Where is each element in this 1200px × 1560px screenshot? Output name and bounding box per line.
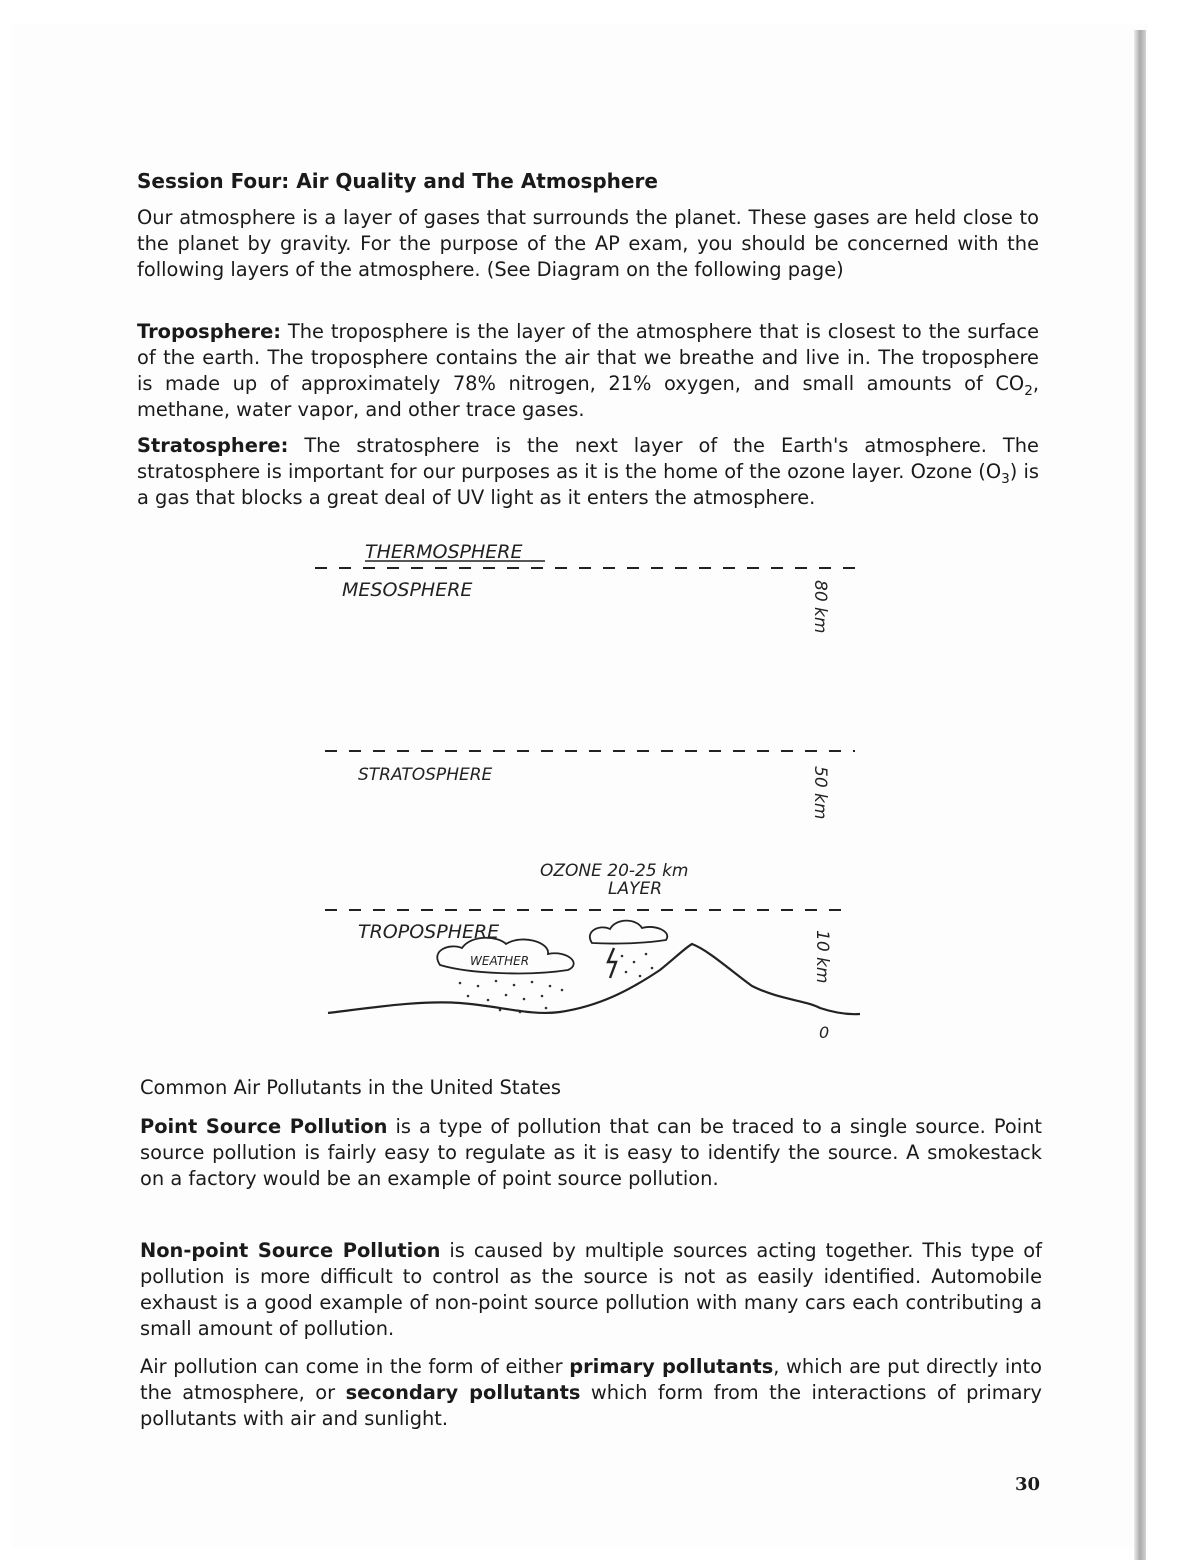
intro-paragraph: Our atmosphere is a layer of gases that surrounds the planet. These gases are held close to the planet by gravity. For the purpose of the AP exam, you should be concerned with the following layers of the atmosphere. (See Diagram on the following page) xyxy=(137,206,1039,281)
stratosphere-term: Stratosphere: xyxy=(137,434,289,457)
ground-mountain-line xyxy=(328,944,860,1014)
point-source-paragraph xyxy=(140,1114,1042,1192)
troposphere-text-end: , methane, water vapor, and other trace gases. xyxy=(137,372,1039,421)
atmosphere-layers-diagram xyxy=(300,538,880,1048)
secondary-pollutants-term: secondary pollutants xyxy=(345,1381,581,1404)
pollutant-types-paragraph xyxy=(140,1354,1042,1432)
thermosphere-label: THERMOSPHERE xyxy=(365,541,523,563)
o3-subscript: 3 xyxy=(1001,470,1010,487)
co2-subscript: 2 xyxy=(1024,382,1033,399)
point-source-term: Point Source Pollution xyxy=(140,1115,388,1138)
altitude-10km-label: 10 km xyxy=(812,930,832,984)
stratosphere-text: The stratosphere is the next layer of the Earth's atmosphere. The stratosphere is important for our purposes as it is the home of the ozone layer. Ozone (O xyxy=(137,434,1039,483)
stratosphere-paragraph xyxy=(137,433,1039,511)
weather-label: WEATHER xyxy=(470,954,530,968)
primary-pollutants-term: primary pollutants xyxy=(569,1355,774,1378)
pollutant-types-text-end: which form from the interactions of primary pollutants with air and sunlight. xyxy=(140,1381,1042,1430)
stratosphere-label: STRATOSPHERE xyxy=(358,765,493,785)
mesosphere-label: MESOSPHERE xyxy=(342,579,473,601)
pollutants-subheading: Common Air Pollutants in the United States xyxy=(140,1076,561,1099)
pollutant-types-text: Air pollution can come in the form of either xyxy=(140,1355,570,1378)
pollutant-types-text-mid: , which are put directly into the atmosphere, or xyxy=(140,1355,1042,1404)
troposphere-label: TROPOSPHERE xyxy=(358,921,500,943)
point-source-text: is a type of pollution that can be traced to a single source. Point source pollution is fairly easy to regulate as it is easy to identify the source. A smokestack on a factory would be an example of point source pollution. xyxy=(140,1115,1043,1190)
ozone-label: OZONE 20-25 km xyxy=(540,861,689,881)
troposphere-paragraph xyxy=(137,319,1039,423)
altitude-0-label: 0 xyxy=(819,1023,830,1042)
lightning-icon xyxy=(608,948,616,978)
altitude-80km-label: 80 km xyxy=(810,580,830,634)
troposphere-text: The troposphere is the layer of the atmosphere that is closest to the surface of the earth. The troposphere contains the air that we breathe and live in. The troposphere is made up of approximately 78% nitrogen, 21% oxygen, and small amounts of CO xyxy=(137,320,1039,395)
troposphere-term: Troposphere: xyxy=(137,320,282,343)
nonpoint-source-term: Non-point Source Pollution xyxy=(140,1239,441,1262)
section-title: Session Four: Air Quality and The Atmosphere xyxy=(137,169,658,193)
page-number: 30 xyxy=(1014,1474,1040,1495)
storm-cloud-icon xyxy=(590,921,667,944)
page-binding-edge xyxy=(1134,30,1146,1560)
nonpoint-source-text: is caused by multiple sources acting together. This type of pollution is more difficult to control as the source is not as easily identified. Automobile exhaust is a good example of non-point source pollution with many cars each contributing a small amount of pollution. xyxy=(140,1239,1042,1340)
altitude-50km-label: 50 km xyxy=(810,766,830,820)
stratosphere-text-end: ) is a gas that blocks a great deal of UV light as it enters the atmosphere. xyxy=(137,460,1040,509)
nonpoint-source-paragraph xyxy=(140,1238,1042,1342)
ozone-layer-label: LAYER xyxy=(608,879,663,899)
